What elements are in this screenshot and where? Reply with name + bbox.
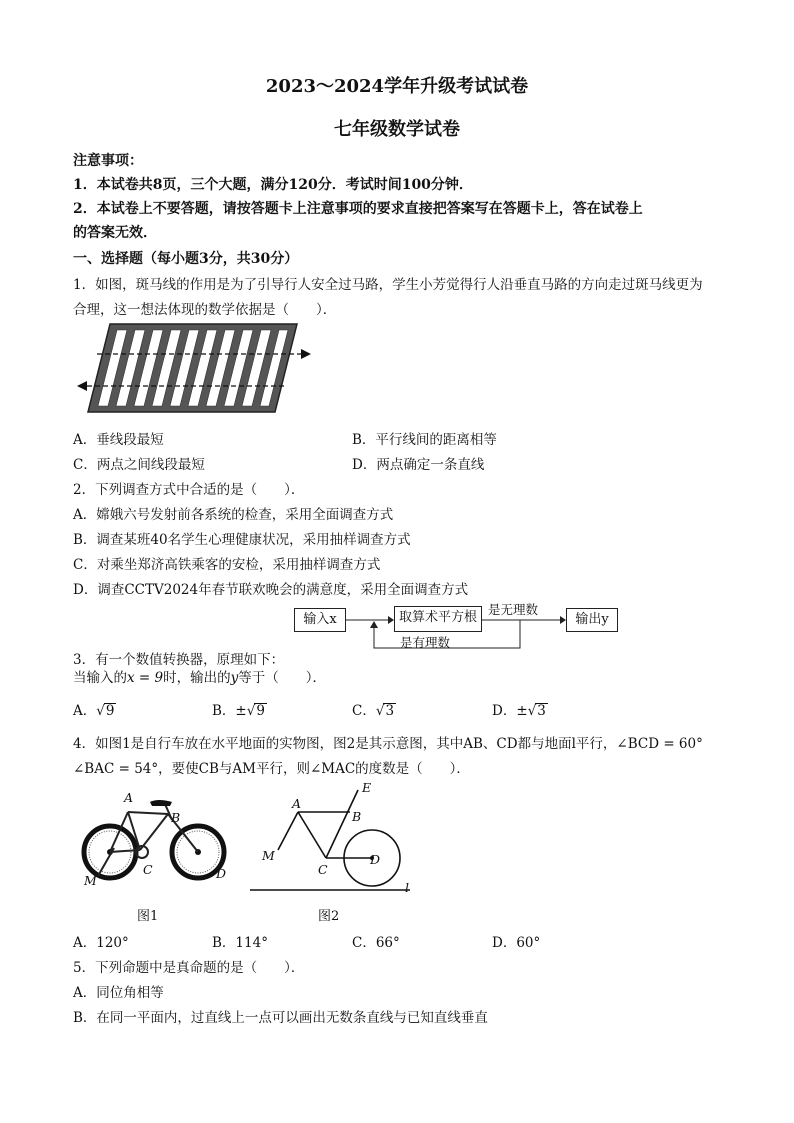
q1-line2: 合理，这一想法体现的数学依据是（ ）． [73, 302, 337, 318]
fig2-label-d: D [370, 852, 381, 867]
fig2-label-c: C [318, 862, 328, 877]
flow-irrational-label: 是无理数 [488, 602, 539, 617]
q4-line1: 4．如图1是自行车放在水平地面的实物图，图2是其示意图，其中AB、CD都与地面l平行，∠BCD = 60° [73, 736, 703, 752]
q3-option-c-label: C． [352, 703, 376, 719]
exam-subtitle: 七年级数学试卷 [334, 119, 460, 140]
fig2-label-b: B [352, 809, 362, 824]
fig1-caption: 图1 [137, 909, 159, 924]
fig2-label-m: M [262, 848, 275, 863]
q4-line2: ∠BAC = 54°，要使CB与AM平行，则∠MAC的度数是（ ）． [73, 761, 470, 777]
q5-stem: 5．下列命题中是真命题的是（ ）． [73, 960, 305, 976]
flow-output-label: 输出y [575, 612, 609, 627]
q4-option-a: A．120° [73, 935, 129, 951]
q1-option-d: D．两点确定一条直线 [352, 457, 485, 473]
q3-option-a: A．√9 [73, 703, 115, 719]
q4-option-b: B．114° [212, 935, 268, 951]
q3-option-c-value: 3 [385, 703, 395, 719]
arrow-left-head [77, 381, 87, 391]
q5-option-b: B．在同一平面内，过直线上一点可以画出无数条直线与已知直线垂直 [73, 1010, 488, 1026]
q3-option-d-label: D．± [492, 703, 528, 719]
q5-option-a: A．同位角相等 [73, 985, 164, 1001]
flow-process-box [394, 606, 482, 632]
q4-option-c: C．66° [352, 935, 400, 951]
fig2-caption: 图2 [318, 909, 340, 924]
q3-option-a-label: A． [73, 703, 97, 719]
q2-option-a: A．嫦娥六号发射前各系统的检查，采用全面调查方式 [73, 507, 394, 523]
q3-line2 [73, 666, 326, 686]
fig1-label-c: C [143, 862, 153, 877]
fig1-label-d: D [216, 866, 227, 881]
flow-input-box [294, 608, 346, 632]
zebra-crossing-figure [75, 318, 315, 418]
notice-item-2-line2: 的答案无效． [73, 225, 157, 241]
q3-option-b-value: 9 [256, 703, 265, 719]
q2-option-c: C．对乘坐郑济高铁乘客的安检，采用抽样调查方式 [73, 557, 381, 573]
flow-rational-label: 是有理数 [400, 635, 451, 650]
bicycle-handlebar [150, 800, 172, 806]
q3-line1: 3．有一个数值转换器，原理如下： [73, 652, 285, 668]
fig2-label-l: l [405, 880, 409, 895]
q3-option-c: C．√3 [352, 703, 395, 719]
q1-option-c: C．两点之间线段最短 [73, 457, 205, 473]
bicycle-schematic-figure [250, 780, 420, 895]
notice-heading: 注意事项： [73, 153, 143, 169]
flow-output-box [566, 608, 618, 632]
exam-title: 2023～2024学年升级考试试卷 [265, 76, 529, 97]
section-heading: 一、选择题（每小题3分，共30分） [73, 251, 299, 267]
q3-line2-b: 时，输出的 [163, 670, 231, 686]
q4-option-d: D．60° [492, 935, 541, 951]
arrow-right-head [301, 349, 311, 359]
q3-option-d: D．±√3 [492, 703, 546, 719]
notice-item-2-line1: 2．本试卷上不要答题，请按答题卡上注意事项的要求直接把答案写在答题卡上，答在试卷上 [73, 201, 643, 217]
q3-option-b-label: B．± [212, 703, 247, 719]
q3-option-b: B．±√9 [212, 703, 265, 719]
q3-line2-a: 当输入的 [73, 670, 127, 686]
q3-line2-x: x = 9 [127, 670, 164, 686]
fig1-label-b: B [171, 810, 181, 825]
fig2-label-e: E [362, 780, 372, 795]
q2-option-d: D．调查CCTV2024年春节联欢晚会的满意度，采用全面调查方式 [73, 582, 469, 598]
q3-line2-y: y [230, 670, 239, 686]
flow-process-label: 取算术平方根 [398, 610, 477, 625]
segment-ac [298, 812, 326, 858]
notice-item-1: 1．本试卷共8页，三个大题，满分120分．考试时间100分钟． [73, 177, 473, 193]
q3-option-a-value: 9 [105, 703, 115, 719]
fig1-label-m: M [84, 873, 97, 888]
q1-option-b: B．平行线间的距离相等 [352, 432, 497, 448]
segment-ce [326, 790, 358, 858]
fig1-label-a: A [124, 790, 134, 805]
segment-am [278, 812, 298, 850]
fig2-label-a: A [292, 796, 302, 811]
flow-input-label: 输入x [303, 612, 337, 627]
q2-stem: 2．下列调查方式中合适的是（ ）． [73, 482, 305, 498]
q3-line2-c: 等于（ ）． [238, 670, 326, 686]
q1-line1: 1．如图，斑马线的作用是为了引导行人安全过马路，学生小芳觉得行人沿垂直马路的方向走过斑马线更为 [73, 277, 703, 293]
q1-option-a: A．垂线段最短 [73, 432, 164, 448]
q2-option-b: B．调查某班40名学生心理健康状况，采用抽样调查方式 [73, 532, 411, 548]
q3-option-d-value: 3 [537, 703, 546, 719]
